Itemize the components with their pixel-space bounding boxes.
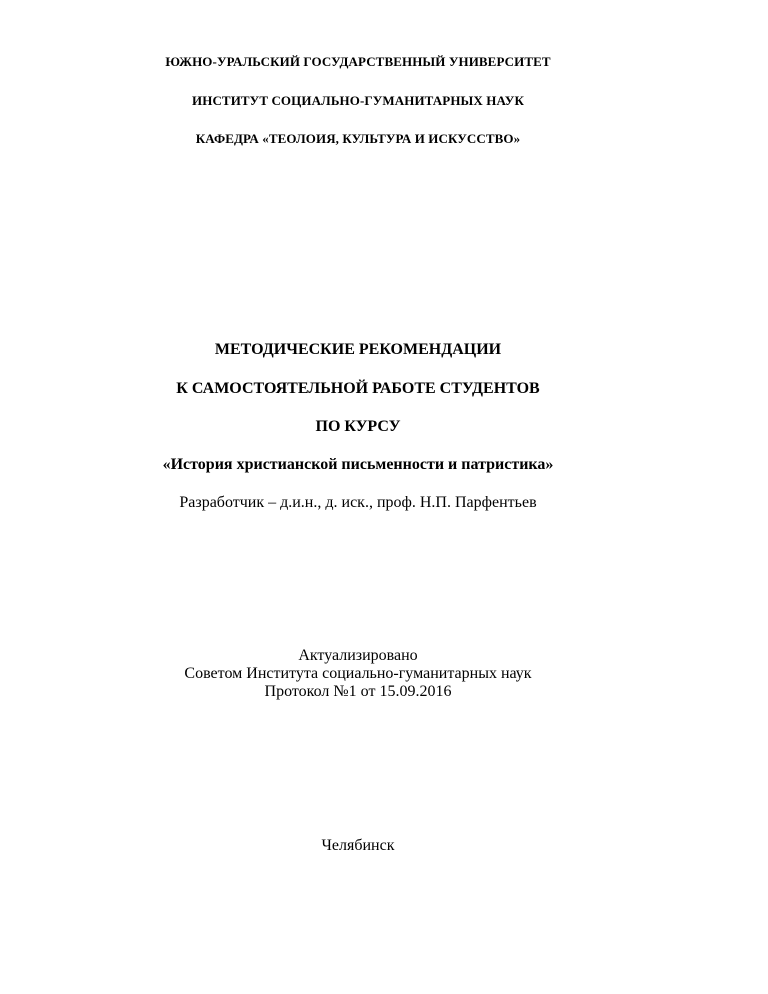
institute-name: ИНСТИТУТ СОЦИАЛЬНО-ГУМАНИТАРНЫХ НАУК (192, 93, 524, 108)
city-name: Челябинск (321, 837, 395, 854)
approval-line-1: Актуализировано (298, 647, 418, 664)
author-line: Разработчик – д.и.н., д. иск., проф. Н.П. Парфентьев (179, 494, 537, 511)
title-line-2: К САМОСТОЯТЕЛЬНОЙ РАБОТЕ СТУДЕНТОВ (176, 380, 540, 397)
university-name: ЮЖНО-УРАЛЬСКИЙ ГОСУДАРСТВЕННЫЙ УНИВЕРСИТЕТ (165, 54, 551, 69)
title-line-1: МЕТОДИЧЕСКИЕ РЕКОМЕНДАЦИИ (214, 341, 502, 358)
course-title: «История христианской письменности и патристика» (162, 456, 554, 473)
approval-line-3: Протокол №1 от 15.09.2016 (264, 683, 452, 700)
title-line-3: ПО КУРСУ (315, 418, 401, 435)
department-name: КАФЕДРА «ТЕОЛОИЯ, КУЛЬТУРА И ИСКУССТВО» (195, 131, 521, 146)
approval-line-2: Советом Института социально-гуманитарных наук (184, 665, 532, 682)
